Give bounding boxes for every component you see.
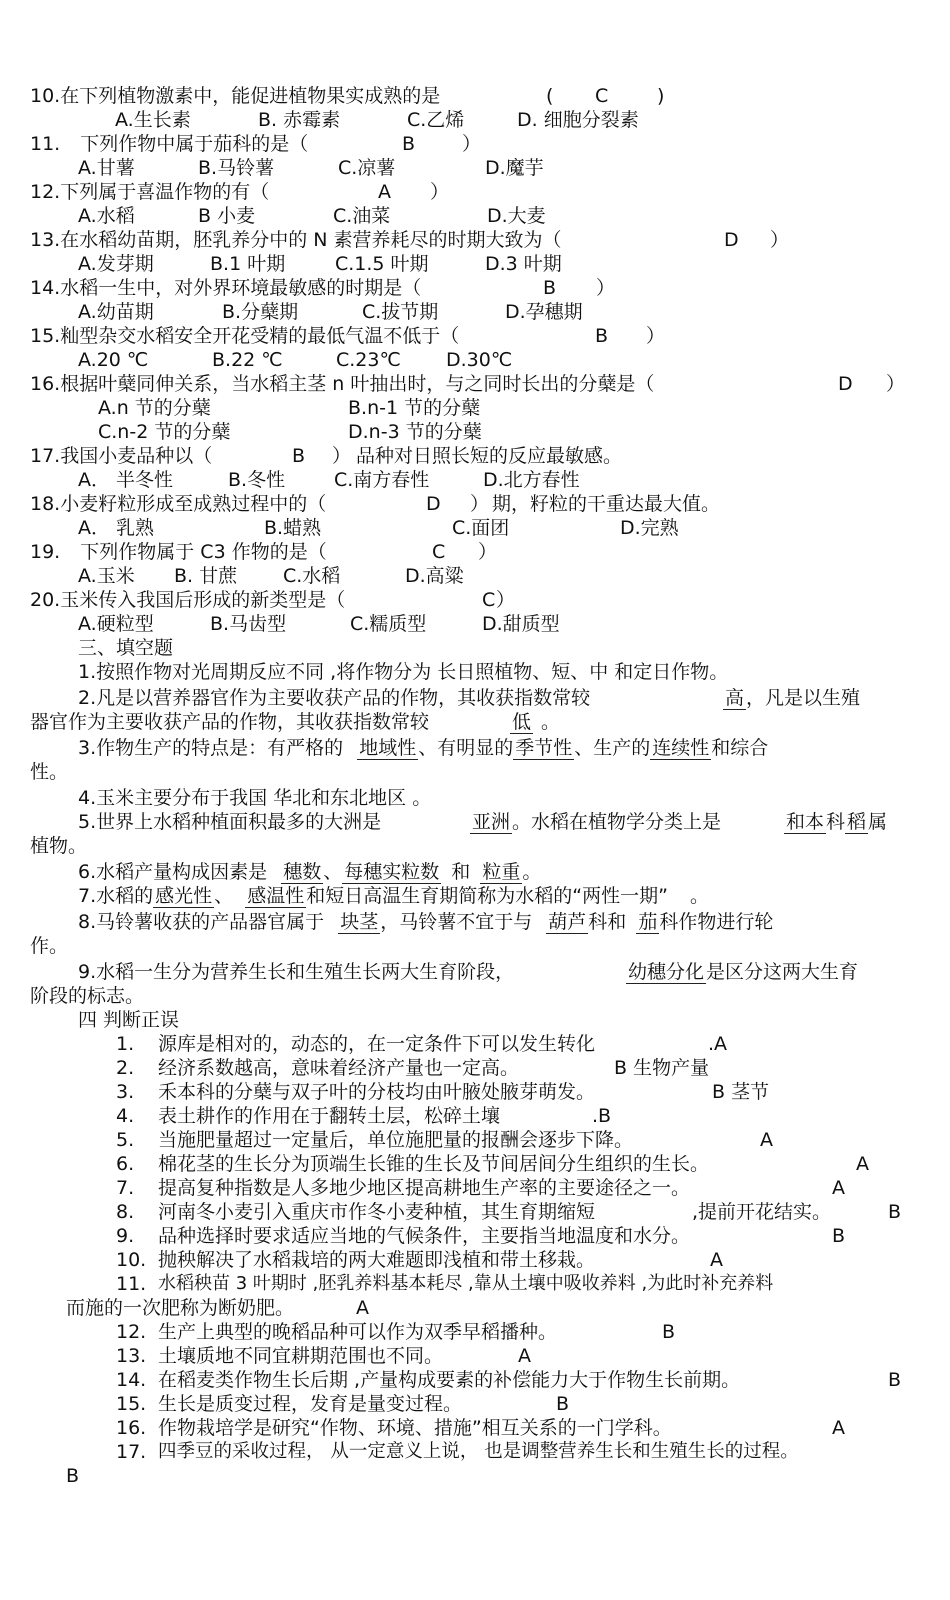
tf-number: 3. [116, 1081, 135, 1103]
question-number: 16. [30, 373, 61, 395]
option: B.分蘖期 [222, 301, 299, 323]
question-17 [30, 444, 623, 468]
question-text: 小麦籽粒形成至成熟过程中的 [60, 493, 308, 515]
option: B. 赤霉素 [258, 109, 341, 131]
option: A.水稻 [78, 205, 135, 227]
answer-close-paren: ） [596, 277, 616, 299]
question-text: 在水稻幼苗期，胚乳养分中的 N 素营养耗尽的时期大致为 [60, 229, 543, 251]
answer-letter: B [595, 325, 609, 347]
fill-answer: 季节性 [515, 737, 573, 759]
fill-item-8-cont: 作。 [30, 935, 69, 957]
tf-text: 当施肥量超过一定量后，单位施肥量的报酬会逐步下降。 [158, 1129, 634, 1151]
tf-number: 13. [116, 1345, 147, 1367]
tf-answer: B [888, 1201, 902, 1223]
question-text: 在下列植物激素中，能促进植物果实成熟的是 [60, 85, 441, 107]
tf-answer: .B [592, 1105, 612, 1127]
tf-text: 品种选择时要求适应当地的气候条件，主要指当地温度和水分。 [158, 1225, 691, 1247]
option: A． 乳熟 [78, 517, 155, 539]
tf-answer: A [760, 1129, 773, 1151]
fill-text: 2.凡是以营养器官作为主要收获产品的作物，其收获指数常较 [78, 687, 591, 709]
fill-answer: 幼穗分化 [628, 961, 705, 983]
fill-text: 、 [214, 885, 234, 907]
question-number: 13. [30, 229, 61, 251]
tf-text: 生产上典型的晚稻品种可以作为双季早稻播种。 [158, 1321, 558, 1343]
fill-answer: 每穗实粒数 [344, 861, 440, 883]
fill-item-3-cont: 性。 [30, 761, 69, 783]
fill-answer: 茄 [638, 911, 658, 933]
fill-text: 3.作物生产的特点是：有严格的 [78, 737, 344, 759]
question-13 [30, 228, 790, 252]
fill-item-8 [78, 910, 773, 934]
tf-text: 源库是相对的，动态的，在一定条件下可以发生转化 [158, 1033, 596, 1055]
option: C.1.5 叶期 [335, 253, 429, 275]
fill-text: 和 [451, 861, 471, 883]
tf-number: 12. [116, 1321, 147, 1343]
answer-open-paren: （ [542, 229, 562, 251]
fill-item-5 [78, 810, 888, 834]
option: B.冬性 [228, 469, 286, 491]
option: A． 半冬性 [78, 469, 174, 491]
tf-number: 15. [116, 1393, 147, 1415]
question-11 [30, 132, 482, 156]
tf-number: 1. [116, 1033, 135, 1055]
option: C.23℃ [336, 349, 401, 371]
option: C.乙烯 [407, 109, 465, 131]
tf-answer: A [356, 1297, 369, 1319]
answer-close-paren: ） [332, 445, 352, 467]
tf-text: 水稻秧苗 3 叶期时 ,胚乳养料基本耗尽 ,靠从土壤中吸收养料 ,为此时补充养料 [158, 1273, 774, 1294]
tf-number: 10. [116, 1249, 147, 1271]
fill-text: 和综合 [711, 737, 769, 759]
tf-number: 7. [116, 1177, 135, 1199]
fill-item-2 [78, 686, 861, 710]
question-number: 20. [30, 589, 61, 611]
option: A.幼苗期 [78, 301, 154, 323]
fill-answer: 地域性 [359, 737, 417, 759]
option: D.北方春性 [483, 469, 580, 491]
tf-text: 抛秧解决了水稻栽培的两大难题即浅植和带土移栽。 [158, 1249, 596, 1271]
option: C.n-2 节的分蘖 [98, 421, 231, 443]
tf-text: 作物栽培学是研究“作物、环境、措施”相互关系的一门学科。 [158, 1417, 672, 1439]
fill-item-1: 1.按照作物对光周期反应不同 ,将作物分为 长日照植物、短、中 和定日作物。 [78, 661, 729, 683]
question-text: 下列作物属于 C3 作物的是 [80, 541, 308, 563]
option: C.水稻 [283, 565, 341, 587]
question-number: 11. [30, 133, 61, 155]
tf-number: 17. [116, 1441, 147, 1463]
fill-answer: 感光性 [155, 885, 213, 907]
fill-text: 科 [826, 811, 846, 833]
fill-text: 、 [323, 861, 343, 883]
option: D.高粱 [405, 565, 464, 587]
tf-text: 棉花茎的生长分为顶端生长锥的生长及节间居间分生组织的生长。 [158, 1153, 710, 1175]
fill-text: ，凡是以生殖 [746, 687, 861, 709]
question-14 [30, 276, 616, 300]
option: D.n-3 节的分蘖 [348, 421, 482, 443]
fill-text: 、有明显的 [418, 737, 514, 759]
tf-number: 11. [116, 1273, 147, 1295]
section-heading-fill: 三、填空题 [78, 637, 174, 659]
option: D.3 叶期 [485, 253, 562, 275]
answer-close-paren: ） [430, 181, 450, 203]
tf-text: 禾本科的分蘖与双子叶的分枝均由叶腋处腋芽萌发。 [158, 1081, 596, 1103]
option: D.甜质型 [482, 613, 560, 635]
option: A.生长素 [115, 109, 191, 131]
option: D.30℃ [446, 349, 513, 371]
option: B.1 叶期 [210, 253, 286, 275]
answer-open-paren: （ [440, 325, 460, 347]
fill-text: 科作物进行轮 [659, 911, 774, 933]
answer-letter: B [402, 133, 416, 155]
question-number: 17. [30, 445, 61, 467]
tf-text: 生长是质变过程，发育是量变过程。 [158, 1393, 463, 1415]
option: D.魔芋 [485, 157, 544, 179]
question-19 [30, 540, 498, 564]
fill-answer: 低 [512, 711, 532, 733]
question-18 [30, 492, 721, 516]
fill-item-3 [78, 736, 768, 760]
option: C.糯质型 [350, 613, 427, 635]
question-text: 根据叶蘖同伸关系，当水稻主茎 n 叶抽出时，与之同时长出的分蘖是 [60, 373, 636, 395]
answer-letter: D [426, 493, 441, 515]
fill-text: 是区分这两大生育 [706, 961, 859, 983]
question-number: 12. [30, 181, 61, 203]
tf-answer: B 生物产量 [614, 1057, 710, 1079]
question-10 [30, 84, 665, 108]
answer-close-paren: ) [657, 85, 665, 107]
question-20 [30, 588, 516, 612]
option: B.22 ℃ [212, 349, 283, 371]
tf-answer: B [556, 1393, 570, 1415]
answer-close-paren: ） [770, 229, 790, 251]
tf-number: 14. [116, 1369, 147, 1391]
option: C.油菜 [333, 205, 391, 227]
fill-item-7 [78, 884, 709, 908]
option: D.完熟 [620, 517, 679, 539]
option: A.玉米 [78, 565, 135, 587]
tf-text-continued: ,提前开花结实。 [692, 1201, 832, 1223]
fill-text: 、生产的 [574, 737, 651, 759]
question-number: 14. [30, 277, 61, 299]
fill-text: 和短日高温生育期简称为水稻的“两性一期” [306, 885, 668, 907]
fill-item-6 [78, 860, 541, 884]
option: A.n 节的分蘖 [98, 397, 211, 419]
answer-letter: C [595, 85, 609, 107]
fill-item-9 [78, 960, 859, 984]
question-text-continued: 期，籽粒的干重达最大值。 [492, 493, 721, 515]
question-text: 下列属于喜温作物的有 [60, 181, 251, 203]
answer-close-paren: ） [470, 493, 490, 515]
fill-answer: 块茎 [340, 911, 379, 933]
tf-number: 8. [116, 1201, 135, 1223]
option: C.凉薯 [338, 157, 396, 179]
fill-text: 7.水稻的 [78, 885, 154, 907]
question-number: 18. [30, 493, 61, 515]
tf-answer: B 茎节 [712, 1081, 770, 1103]
fill-text: 8.马铃薯收获的产品器官属于 [78, 911, 325, 933]
fill-item-9-cont: 阶段的标志。 [30, 985, 145, 1007]
tf-number: 2. [116, 1057, 135, 1079]
answer-letter: B [543, 277, 557, 299]
tf-answer: A [710, 1249, 723, 1271]
answer-open-paren: （ [193, 445, 213, 467]
option: A.硬粒型 [78, 613, 154, 635]
answer-letter: C [482, 589, 496, 611]
question-number: 19. [30, 541, 61, 563]
option: C.拔节期 [362, 301, 439, 323]
fill-text: 器官作为主要收获产品的作物，其收获指数常较 [30, 711, 430, 733]
fill-answer: 感温性 [247, 885, 305, 907]
fill-answer: 连续性 [652, 737, 710, 759]
tf-answer: A [832, 1417, 845, 1439]
fill-answer: 葫芦 [548, 911, 587, 933]
fill-answer: 穗数 [283, 861, 322, 883]
option: B.马齿型 [210, 613, 287, 635]
option: B.n-1 节的分蘖 [348, 397, 481, 419]
tf-answer: B [888, 1369, 902, 1391]
tf-number: 4. [116, 1105, 135, 1127]
fill-text: 。 [689, 885, 709, 907]
option: C.面团 [452, 517, 510, 539]
question-number: 15. [30, 325, 61, 347]
option: B.马铃薯 [198, 157, 275, 179]
fill-text: 科和 [588, 911, 627, 933]
tf-answer: A [832, 1177, 845, 1199]
fill-text: ，马铃薯不宜于与 [380, 911, 533, 933]
fill-answer: 和本 [786, 811, 825, 833]
tf-text: 在稻麦类作物生长后期 ,产量构成要素的补偿能力大于作物生长前期。 [158, 1369, 741, 1391]
option: B 小麦 [198, 205, 256, 227]
option: D.大麦 [487, 205, 546, 227]
fill-text: 。 [541, 711, 561, 733]
fill-item-4: 4.玉米主要分布于我国 华北和东北地区 。 [78, 787, 432, 809]
tf-text-continued: 而施的一次肥称为断奶肥。 [66, 1297, 295, 1319]
fill-answer: 稻 [847, 811, 867, 833]
option: B. 甘蔗 [174, 565, 238, 587]
option: D.孕穗期 [505, 301, 583, 323]
tf-text: 表土耕作的作用在于翻转土层，松碎土壤 [158, 1105, 501, 1127]
fill-text: 5.世界上水稻种植面积最多的大洲是 [78, 811, 382, 833]
tf-text: 经济系数越高，意味着经济产量也一定高。 [158, 1057, 520, 1079]
tf-text: 土壤质地不同宜耕期范围也不同。 [158, 1345, 444, 1367]
tf-text: 河南冬小麦引入重庆市作冬小麦种植，其生育期缩短 [158, 1201, 596, 1223]
tf-answer: A [856, 1153, 869, 1175]
tf-answer: B [832, 1225, 846, 1247]
fill-text: 9.水稻一生分为营养生长和生殖生长两大生育阶段， [78, 961, 515, 983]
answer-letter: D [724, 229, 739, 251]
fill-text: 。水稻在植物学分类上是 [512, 811, 722, 833]
fill-answer: 亚洲 [472, 811, 511, 833]
question-12 [30, 180, 450, 204]
question-text: 我国小麦品种以 [60, 445, 194, 467]
answer-close-paren: ） [886, 373, 906, 395]
question-16 [30, 372, 906, 396]
option: C.南方春性 [334, 469, 430, 491]
answer-letter: A [378, 181, 391, 203]
answer-open-paren: （ [326, 589, 346, 611]
tf-number: 6. [116, 1153, 135, 1175]
question-text: 下列作物中属于茄科的是 [80, 133, 290, 155]
question-text: 籼型杂交水稻安全开花受精的最低气温不低于 [60, 325, 441, 347]
answer-close-paren: ） [462, 133, 482, 155]
fill-answer: 粒重 [482, 861, 521, 883]
answer-open-paren: （ [635, 373, 655, 395]
tf-text: 提高复种指数是人多地少地区提高耕地生产率的主要途径之一。 [158, 1177, 691, 1199]
question-text-continued: 品种对日照长短的反应最敏感。 [356, 445, 623, 467]
answer-open-paren: （ [307, 493, 327, 515]
option: B.蜡熟 [264, 517, 322, 539]
question-number: 10. [30, 85, 61, 107]
option: A.20 ℃ [78, 349, 149, 371]
answer-letter: C [432, 541, 446, 563]
answer-open-paren: （ [402, 277, 422, 299]
tf-answer: B [662, 1321, 676, 1343]
answer-letter: B [292, 445, 306, 467]
answer-open-paren: （ [250, 181, 270, 203]
option: A.甘薯 [78, 157, 135, 179]
fill-text: 属 [868, 811, 888, 833]
answer-close-paren: ） [496, 589, 516, 611]
answer-open-paren: ( [546, 85, 554, 107]
section-heading-true-false: 四 判断正误 [78, 1009, 180, 1031]
fill-item-5-cont: 植物。 [30, 835, 88, 857]
tf-number: 16. [116, 1417, 147, 1439]
tf-number: 5. [116, 1129, 135, 1151]
question-15 [30, 324, 666, 348]
tf-answer: A [518, 1345, 531, 1367]
tf-text: 四季豆的采收过程， 从一定意义上说， 也是调整营养生长和生殖生长的过程。 [158, 1441, 799, 1462]
option: A.发芽期 [78, 253, 154, 275]
fill-text: 。 [522, 861, 542, 883]
fill-item-2-cont [30, 710, 561, 734]
fill-answer: 高 [725, 687, 745, 709]
question-text: 玉米传入我国后形成的新类型是 [60, 589, 327, 611]
tf-item-17-answer: B [66, 1465, 80, 1487]
answer-close-paren: ） [646, 325, 666, 347]
option: D. 细胞分裂素 [517, 109, 639, 131]
question-text: 水稻一生中，对外界环境最敏感的时期是 [60, 277, 403, 299]
tf-number: 9. [116, 1225, 135, 1247]
fill-text: 6.水稻产量构成因素是 [78, 861, 268, 883]
answer-close-paren: ） [478, 541, 498, 563]
answer-open-paren: （ [307, 541, 327, 563]
answer-open-paren: （ [289, 133, 309, 155]
answer-letter: D [838, 373, 853, 395]
tf-answer: .A [708, 1033, 728, 1055]
